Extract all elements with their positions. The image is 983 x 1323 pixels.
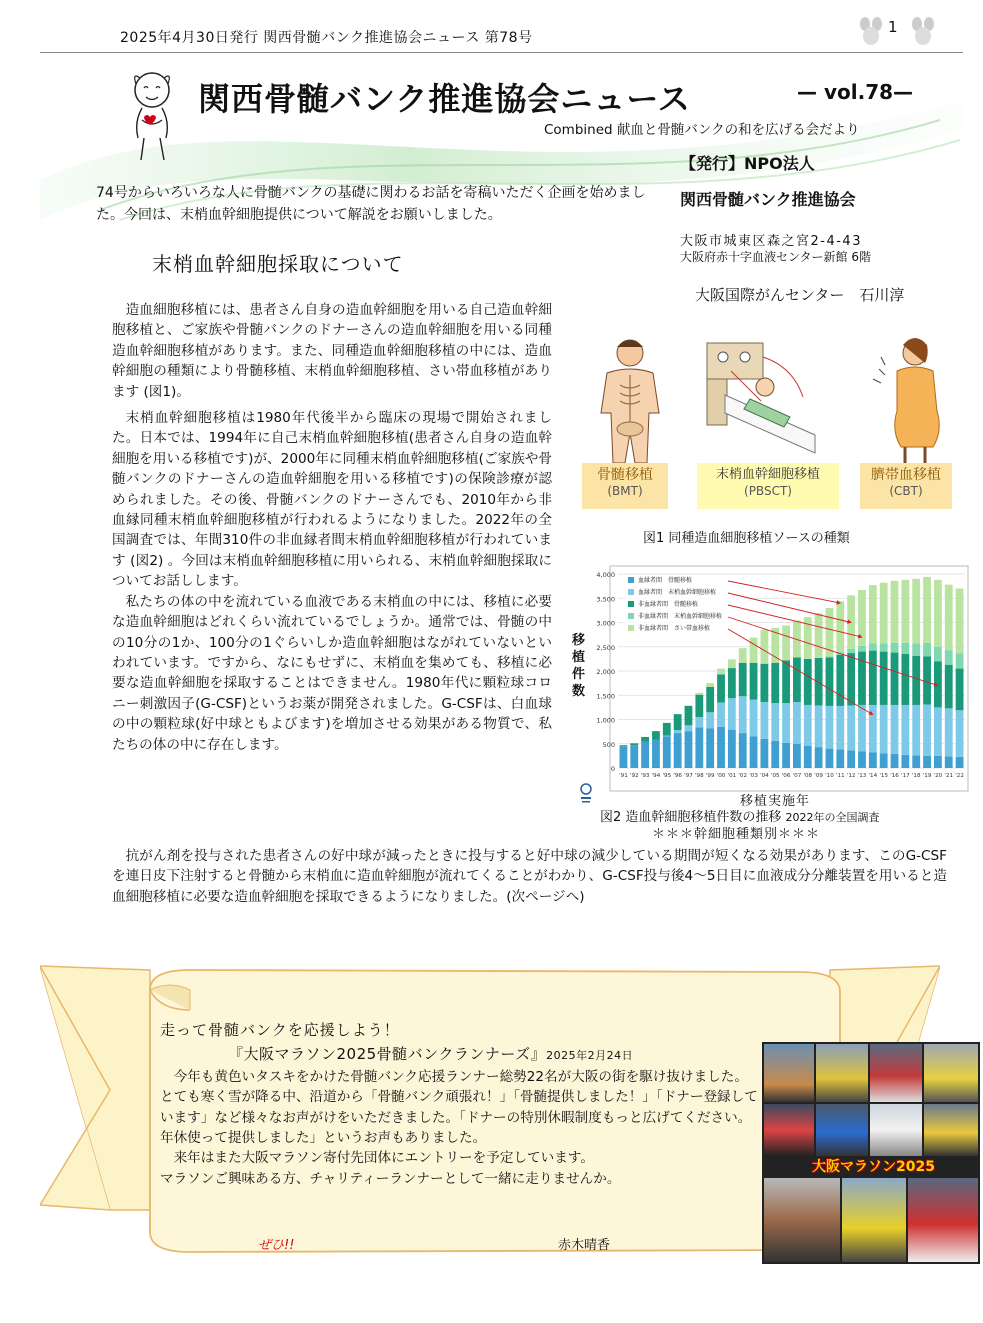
chart-xtick-label: '22 [955, 773, 964, 779]
label-pbsct-sub: (PBSCT) [744, 484, 792, 498]
chart-bar-segment [685, 706, 693, 725]
chart-xtick-label: '07 [792, 773, 802, 779]
chart-xtick-label: '05 [770, 773, 780, 779]
chart-legend-swatch [628, 577, 634, 583]
chart-legend-label: 血縁者間 末梢血幹細胞移植 [638, 589, 717, 596]
label-bmt [582, 463, 668, 509]
transplant-count-chart [570, 562, 970, 807]
chart-bar-segment [923, 704, 931, 755]
chart-bar-segment [826, 749, 834, 768]
chart-bar-segment [739, 696, 747, 733]
chart-bar-segment [815, 658, 823, 706]
chart-bar-segment [815, 747, 823, 768]
chart-bar-segment [782, 660, 790, 703]
chart-ytick-label: 3,000 [596, 619, 615, 628]
chart-bar-segment [804, 705, 812, 746]
chart-bar-segment [901, 755, 909, 768]
chart-bar-segment [728, 668, 736, 698]
marathon-paragraph-1: 今年も黄色いタスキをかけた骨髄バンク応援ランナー総勢22名が大阪の街を駆け抜けました。とても寒く雪が降る中、沿道から「骨髄バンク頑張れ！」「骨髄提供しました！」「ドナー登録しています」など様々なお声がけをいただきました。「ドナーの特別休暇制度もっと広げてください。年休使って提供しました」というお声もありました。 [160, 1068, 758, 1147]
chart-bar-segment [923, 756, 931, 768]
chart-legend-label: 非血縁者間 さい帯血移植 [638, 625, 711, 632]
chart-xtick-label: '93 [640, 773, 650, 779]
chart-bar-segment [760, 702, 768, 739]
chart-xtick-label: '00 [716, 773, 726, 779]
chart-bar-segment [934, 756, 942, 768]
photo-8 [924, 1104, 978, 1156]
chart-legend-label: 非血縁者間 骨髄移植 [638, 601, 699, 608]
photo-7 [870, 1104, 922, 1156]
chart-bar-segment [685, 731, 693, 768]
intro-text: 74号からいろいろな人に骨髄バンクの基礎に関わるお話を寄稿いただく企画を始めました。今回は、末梢血幹細胞提供について解説をお願いしました。 [96, 185, 646, 223]
chart-bar-segment [695, 695, 703, 717]
chart-bar-segment [858, 590, 866, 646]
chart-bar-segment [891, 705, 899, 754]
article-body [112, 300, 552, 755]
chart-bar-segment [880, 643, 888, 651]
chart-xtick-label: '04 [760, 773, 769, 779]
marathon-date: 2025年2月24日 [546, 1049, 634, 1063]
chart-bar-segment [750, 736, 758, 768]
chart-bar-segment [652, 731, 660, 740]
chart-xtick-label: '91 [619, 773, 628, 779]
chart-bar-segment [793, 657, 801, 702]
chart-bar-segment [750, 700, 758, 737]
chart-bar-segment [956, 589, 964, 654]
chart-bar-segment [880, 583, 888, 644]
chart-xtick-label: '15 [879, 773, 888, 779]
photo-9 [764, 1178, 840, 1262]
chart-legend-label: 非血縁者間 末梢血幹細胞移植 [638, 613, 723, 620]
chart-bar-segment [912, 705, 920, 755]
chart-bar-segment [663, 723, 671, 736]
chart-bar-segment [956, 669, 964, 711]
marathon-paragraph-3: マラソンご興味ある方、チャリティーランナーとして一緒に走りませんか。 [160, 1170, 621, 1187]
chart-xtick-label: '14 [868, 773, 878, 779]
chart-bar-segment [858, 705, 866, 752]
label-pbsct [697, 463, 839, 509]
chart-bar-segment [923, 577, 931, 643]
chart-bar-segment [836, 750, 844, 768]
chart-bar-segment [934, 580, 942, 647]
chart-bar-segment [728, 698, 736, 730]
chart-ytick-label: 1,000 [596, 716, 615, 725]
chart-bar-segment [956, 710, 964, 757]
chart-bar-segment [945, 665, 953, 709]
chart-bar-segment [815, 705, 823, 747]
chart-bar-segment [630, 743, 638, 745]
chart-xtick-label: '10 [825, 773, 834, 779]
chart-bar-segment [695, 717, 703, 727]
chart-bar-segment [934, 707, 942, 756]
publisher-line2: 関西骨髄バンク推進協会 [680, 190, 856, 209]
chart-xtick-label: '95 [662, 773, 672, 779]
chart-bar-segment [739, 663, 747, 696]
label-bmt-main: 骨髄移植 [597, 467, 653, 483]
label-cbt [860, 463, 952, 509]
chart-bar-segment [891, 754, 899, 768]
photo-10 [842, 1178, 906, 1262]
chart-bar-segment [717, 703, 725, 727]
chart-ytick-label: 500 [602, 740, 615, 749]
chart-bar-segment [760, 630, 768, 664]
chart-bar-segment [620, 746, 628, 768]
chart-xtick-label: '92 [629, 773, 639, 779]
article-author: 大阪国際がんセンター 石川淳 [695, 286, 905, 304]
chart-bar-segment [923, 643, 931, 657]
label-cbt-main: 臍帯血移植 [871, 467, 941, 483]
chart-bar-segment [804, 746, 812, 768]
chart-xtick-label: '09 [814, 773, 823, 779]
chart-bar-segment [717, 674, 725, 702]
chart-bar-segment [869, 651, 877, 705]
chart-bar-segment [706, 683, 714, 687]
chart-bar-segment [750, 638, 758, 663]
chart-bar-segment [826, 656, 834, 657]
chart-bar-segment [934, 647, 942, 662]
photo-6 [816, 1104, 868, 1156]
chart-bar-segment [771, 703, 779, 741]
chart-bar-segment [706, 712, 714, 728]
figure2-caption2: ＊＊＊幹細胞種類別＊＊＊ [652, 827, 821, 842]
chart-bar-segment [793, 702, 801, 744]
chart-bar-segment [706, 687, 714, 712]
chart-xtick-label: '94 [651, 773, 661, 779]
chart-bar-segment [880, 652, 888, 705]
marathon-section [160, 1020, 760, 1189]
chart-ytick-label: 1,500 [596, 692, 615, 701]
chart-bar-segment [674, 730, 682, 733]
chart-xtick-label: '97 [684, 773, 693, 779]
figure1-caption: 図1 同種造血細胞移植ソースの種類 [643, 531, 850, 546]
chart-bar-segment [717, 727, 725, 768]
volume-label: — vol.78— [797, 80, 914, 104]
article-paragraph-3: 私たちの体の中を流れている血液である末梢血の中には、移植に必要な造血幹細胞はどれくらい流れているでしょうか。通常では、骨髄の中の10分の1か、100分の1ぐらいしか造血幹細胞はながれていないといわれています。ですから、なにもせずに、末梢血を集めても、移植に必要な造血幹細胞を採取することはできません。1980年代に顆粒球コロニー刺激因子(G-CSF)というお薬が開発されました。G-CSFは、白血球の中の顆粒球(好中球ともよびます)を増加させる効果がある物質で、私たちの体の中に存在します。 [112, 593, 552, 753]
label-cbt-sub: (CBT) [889, 484, 923, 498]
chart-bar-segment [869, 585, 877, 643]
chart-bar-segment [641, 742, 649, 768]
chart-bar-segment [641, 737, 649, 742]
chart-bar-segment [771, 663, 779, 703]
chart-bar-segment [956, 654, 964, 669]
mascot-figure-icon [120, 70, 190, 166]
chart-bar-segment [782, 743, 790, 768]
chart-xtick-label: '12 [846, 773, 856, 779]
newsletter-subtitle: Combined 献血と骨髄バンクの和を広げる会だより [544, 122, 860, 138]
chart-ylabel: 移植件数 [572, 633, 586, 699]
chart-xtick-label: '21 [944, 773, 954, 779]
chart-bar-segment [760, 739, 768, 768]
chart-ytick-label: 4,000 [596, 571, 615, 579]
jdchct-logo-icon [580, 783, 592, 805]
mascot-right-icon [910, 16, 936, 46]
chart-bar-segment [836, 601, 844, 652]
chart-bar-segment [674, 714, 682, 730]
chart-bar-segment [630, 745, 638, 768]
chart-bar-segment [901, 580, 909, 643]
publisher-address2: 大阪府赤十字血液センター新館 6階 [680, 250, 871, 264]
chart-bar-segment [891, 581, 899, 643]
marathon-paragraph-2: 来年はまた大阪マラソン寄付先団体にエントリーを予定しています。 [173, 1150, 594, 1167]
zehi-text: ぜひ!! [258, 1238, 295, 1253]
chart-bar-segment [858, 646, 866, 652]
chart-bar-segment [728, 659, 736, 668]
label-pbsct-main: 末梢血幹細胞移植 [715, 467, 820, 482]
photo-3 [870, 1044, 922, 1102]
chart-ytick-label: 2,500 [596, 643, 615, 652]
chart-bar-segment [891, 643, 899, 653]
label-bmt-sub: (BMT) [607, 484, 643, 498]
chart-xtick-label: '18 [911, 773, 921, 779]
chart-bar-segment [620, 745, 628, 746]
article-body-continued [112, 846, 947, 907]
header-rule [40, 52, 963, 53]
chart-bar-segment [706, 728, 714, 768]
chart-xtick-label: '01 [727, 773, 737, 779]
page-number: 1 [888, 18, 898, 36]
chart-xtick-label: '11 [835, 773, 845, 779]
chart-bar-segment [858, 752, 866, 768]
chart-bar-segment [695, 727, 703, 768]
chart-xtick-label: '98 [695, 773, 704, 779]
figure2-caption: 図2 造血幹細胞移植件数の推移 2022年の全国調査 [600, 810, 880, 825]
chart-xtick-label: '17 [901, 773, 910, 779]
photo-5 [764, 1104, 814, 1156]
article-paragraph-4: 抗がん剤を投与された患者さんの好中球が減ったときに投与すると好中球の減少している期間が短くなる効果があります、このG-CSFを連日皮下注射すると骨髄から末梢血に造血幹細胞が流れてくることがわかり、G-CSF投与後4～5日目に血液成分分離装置を用いると造血細胞移植に必要な造血幹細胞を採取できるようになりました。(次ページへ) [112, 848, 947, 905]
chart-ytick-label: 3,500 [596, 595, 615, 604]
chart-bar-segment [826, 657, 834, 706]
chart-bar-segment [901, 705, 909, 755]
chart-xtick-label: '03 [749, 773, 758, 779]
bmt-person-icon [601, 340, 659, 463]
chart-bar-segment [847, 751, 855, 768]
chart-ytick-label: 2,000 [596, 668, 615, 676]
chart-bar-segment [826, 706, 834, 749]
chart-bar-segment [804, 659, 812, 705]
chart-bar-segment [880, 705, 888, 754]
chart-bar-segment [793, 744, 801, 768]
issue-line: 2025年4月30日発行 関西骨髄バンク推進協会ニュース 第78号 [120, 30, 533, 46]
chart-bar-segment [945, 585, 953, 650]
chart-bar-segment [663, 736, 671, 768]
chart-bar-segment [782, 703, 790, 743]
photo-1 [764, 1044, 814, 1102]
photo-2 [816, 1044, 868, 1102]
chart-bar-segment [901, 643, 909, 654]
chart-bar-segment [869, 643, 877, 650]
chart-bar-segment [695, 693, 703, 695]
chart-xtick-label: '08 [803, 773, 813, 779]
photo-11 [908, 1178, 978, 1262]
chart-bar-segment [652, 740, 660, 768]
publisher-address1: 大阪市城東区森之宮2-4-43 [680, 234, 862, 249]
chart-bar-segment [912, 643, 920, 656]
chart-bar-segment [663, 736, 671, 737]
chart-bar-segment [728, 730, 736, 768]
chart-bar-segment [685, 725, 693, 731]
newsletter-title: 関西骨髄バンク推進協会ニュース [198, 80, 691, 118]
chart-legend-swatch [628, 613, 634, 619]
chart-ytick-label: 0 [610, 765, 615, 773]
chart-bar-segment [717, 669, 725, 675]
chart-bar-segment [739, 733, 747, 768]
article-paragraph-2: 末梢血幹細胞移植は1980年代後半から臨床の現場で開始されました。日本では、1994年に自己末梢血幹細胞移植(患者さん自身の造血幹細胞を用いる移植です)が、2000年に同種末梢血幹細胞移植(ご家族や骨髄バンクのドナーさんの造血幹細胞を用いる移植です)の保険診療が認められました。その後、骨髄バンクのドナーさんでも、2010年から非血縁同種末梢血幹細胞移植が行われるようになりました。2022年の全国調査では、年間310件の非血縁者間末梢血幹細胞移植が行われています (図2) 。今回は末梢血幹細胞移植に用いられる、末梢血幹細胞採取についてお話しします。 [112, 410, 552, 590]
chart-bar-segment [782, 625, 790, 660]
chart-xtick-label: '20 [933, 773, 943, 779]
article-title: 末梢血幹細胞採取について [152, 252, 404, 276]
chart-bar-segment [880, 753, 888, 768]
chart-bar-segment [847, 649, 855, 653]
marathon-heading: 走って骨髄バンクを応援しよう！ [160, 1021, 400, 1039]
chart-bar-segment [923, 656, 931, 704]
chart-bar-segment [912, 656, 920, 705]
article-paragraph-1: 造血細胞移植には、患者さん自身の造血幹細胞を用いる自己造血幹細胞移植と、ご家族や骨髄バンクのドナーさんの造血幹細胞を用いる同種造血幹細胞移植があります。また、同種造血幹細胞移植の中には、造血幹細胞の種類により骨髄移植、末梢血幹細胞移植、さい帯血移植があります (図1)。 [112, 302, 552, 400]
chart-bar-segment [945, 756, 953, 768]
chart-legend-swatch [628, 625, 634, 631]
chart-bar-segment [836, 655, 844, 706]
chart-bar-segment [869, 752, 877, 768]
marathon-photo-collage [762, 1042, 980, 1264]
chart-bar-segment [945, 708, 953, 756]
publisher-line1: 【発行】NPO法人 [680, 154, 815, 173]
chart-xtick-label: '06 [781, 773, 791, 779]
chart-bar-segment [901, 654, 909, 705]
chart-bar-segment [847, 653, 855, 705]
chart-bar-segment [750, 663, 758, 700]
chart-xtick-label: '02 [738, 773, 748, 779]
chart-bar-segment [956, 757, 964, 768]
pbsct-apheresis-icon [707, 343, 815, 453]
marathon-title: 『大阪マラソン2025骨髄バンクランナーズ』2025年2月24日 [228, 1045, 634, 1064]
chart-bar-segment [771, 741, 779, 768]
chart-legend-swatch [628, 589, 634, 595]
signature: 赤木晴香 [558, 1238, 611, 1253]
mascot-left-icon [858, 16, 884, 46]
chart-legend-label: 血縁者間 骨髄移植 [638, 577, 693, 584]
chart-bar-segment [760, 664, 768, 702]
chart-bar-segment [815, 613, 823, 658]
chart-xtick-label: '16 [890, 773, 899, 779]
chart-bar-segment [739, 648, 747, 663]
marathon-photo-label: 大阪マラソン2025 [812, 1159, 935, 1175]
chart-xlabel: 移植実施年 [740, 794, 811, 809]
chart-bar-segment [891, 653, 899, 705]
chart-bar-segment [836, 706, 844, 750]
chart-bar-segment [945, 650, 953, 665]
chart-xtick-label: '13 [857, 773, 867, 779]
chart-bar-segment [912, 755, 920, 768]
chart-legend [624, 576, 744, 642]
cbt-pregnant-woman-icon [873, 338, 939, 467]
chart-legend-swatch [628, 601, 634, 607]
chart-bar-segment [674, 733, 682, 768]
chart-xtick-label: '96 [673, 773, 682, 779]
chart-bar-segment [912, 579, 920, 644]
chart-xtick-label: '19 [922, 773, 932, 779]
chart-bar-segment [847, 705, 855, 750]
photo-4 [924, 1044, 978, 1102]
chart-xtick-label: '99 [705, 773, 715, 779]
chart-bar-segment [869, 705, 877, 753]
